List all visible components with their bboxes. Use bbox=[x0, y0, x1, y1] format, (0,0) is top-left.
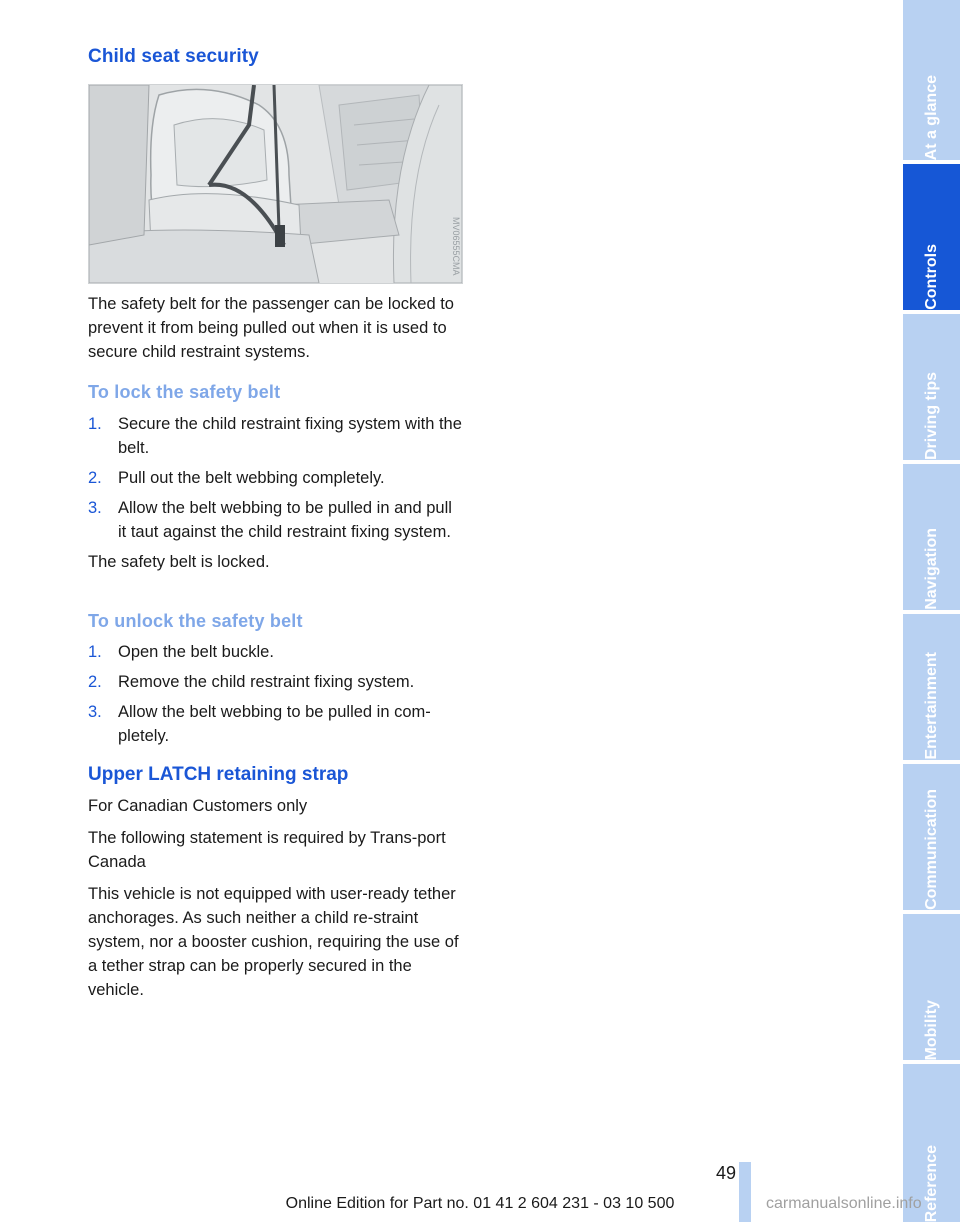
tab-label: Driving tips bbox=[922, 371, 940, 460]
step-number: 2. bbox=[88, 469, 102, 487]
latch-heading: Upper LATCH retaining strap bbox=[88, 764, 349, 785]
latch-paragraph: For Canadian Customers only bbox=[88, 797, 308, 815]
list-item bbox=[88, 640, 462, 664]
unlock-heading: To unlock the safety belt bbox=[88, 611, 303, 631]
tab-mobility[interactable] bbox=[903, 914, 960, 1060]
tab-communication[interactable] bbox=[903, 764, 960, 910]
list-item bbox=[88, 496, 462, 544]
tab-controls[interactable] bbox=[903, 164, 960, 310]
chapter-tabs bbox=[903, 0, 960, 1222]
list-item bbox=[88, 700, 462, 748]
tab-entertainment[interactable] bbox=[903, 614, 960, 760]
unlock-steps bbox=[88, 640, 462, 754]
tab-label: Navigation bbox=[922, 528, 940, 610]
tab-at-a-glance[interactable] bbox=[903, 0, 960, 160]
step-text: Allow the belt webbing to be pulled in and pull it taut against the child restraint fixing system. bbox=[118, 499, 452, 541]
step-number: 3. bbox=[88, 499, 102, 517]
page-marker-bar bbox=[739, 1162, 751, 1222]
list-item bbox=[88, 670, 462, 694]
latch-section bbox=[88, 794, 462, 1002]
step-text: Remove the child restraint fixing system. bbox=[118, 673, 415, 691]
figure-code: MV06555CMA bbox=[451, 217, 461, 276]
tab-label: Communication bbox=[922, 789, 940, 910]
list-item bbox=[88, 466, 462, 490]
lock-result: The safety belt is locked. bbox=[88, 553, 270, 571]
tab-label: Entertainment bbox=[922, 652, 940, 760]
step-number: 1. bbox=[88, 415, 102, 433]
step-number: 3. bbox=[88, 703, 102, 721]
tab-label: At a glance bbox=[922, 74, 940, 160]
step-text: Open the belt buckle. bbox=[118, 643, 274, 661]
list-item bbox=[88, 412, 462, 460]
footer-edition: Online Edition for Part no. 01 41 2 604 231 - 03 10 500 bbox=[285, 1195, 675, 1212]
tab-driving-tips[interactable] bbox=[903, 314, 960, 460]
tab-label: Reference bbox=[922, 1144, 940, 1222]
latch-paragraph: This vehicle is not equipped with user-ready tether anchorages. As such neither a child re-straint system, nor a booster cushion, requiring the use of a tether strap can be properly secured in the vehicle. bbox=[88, 885, 459, 999]
tab-label: Mobility bbox=[922, 999, 940, 1060]
step-text: Secure the child restraint fixing system with the belt. bbox=[118, 415, 462, 457]
tab-label: Controls bbox=[922, 244, 940, 310]
watermark: carmanualsonline.info bbox=[766, 1195, 922, 1212]
lock-steps bbox=[88, 412, 462, 574]
tab-navigation[interactable] bbox=[903, 464, 960, 610]
latch-paragraph: The following statement is required by Trans-port Canada bbox=[88, 829, 446, 871]
lock-heading: To lock the safety belt bbox=[88, 382, 281, 402]
step-text: Allow the belt webbing to be pulled in com-pletely. bbox=[118, 703, 431, 745]
child-seat-drawing bbox=[89, 85, 462, 283]
section-title: Child seat security bbox=[88, 46, 259, 67]
page-number: 49 bbox=[715, 1163, 736, 1183]
step-text: Pull out the belt webbing completely. bbox=[118, 469, 385, 487]
step-number: 1. bbox=[88, 643, 102, 661]
intro-paragraph: The safety belt for the passenger can be locked to prevent it from being pulled out when it is used to secure child restraint systems. bbox=[88, 295, 454, 361]
child-seat-illustration bbox=[88, 84, 463, 284]
step-number: 2. bbox=[88, 673, 102, 691]
